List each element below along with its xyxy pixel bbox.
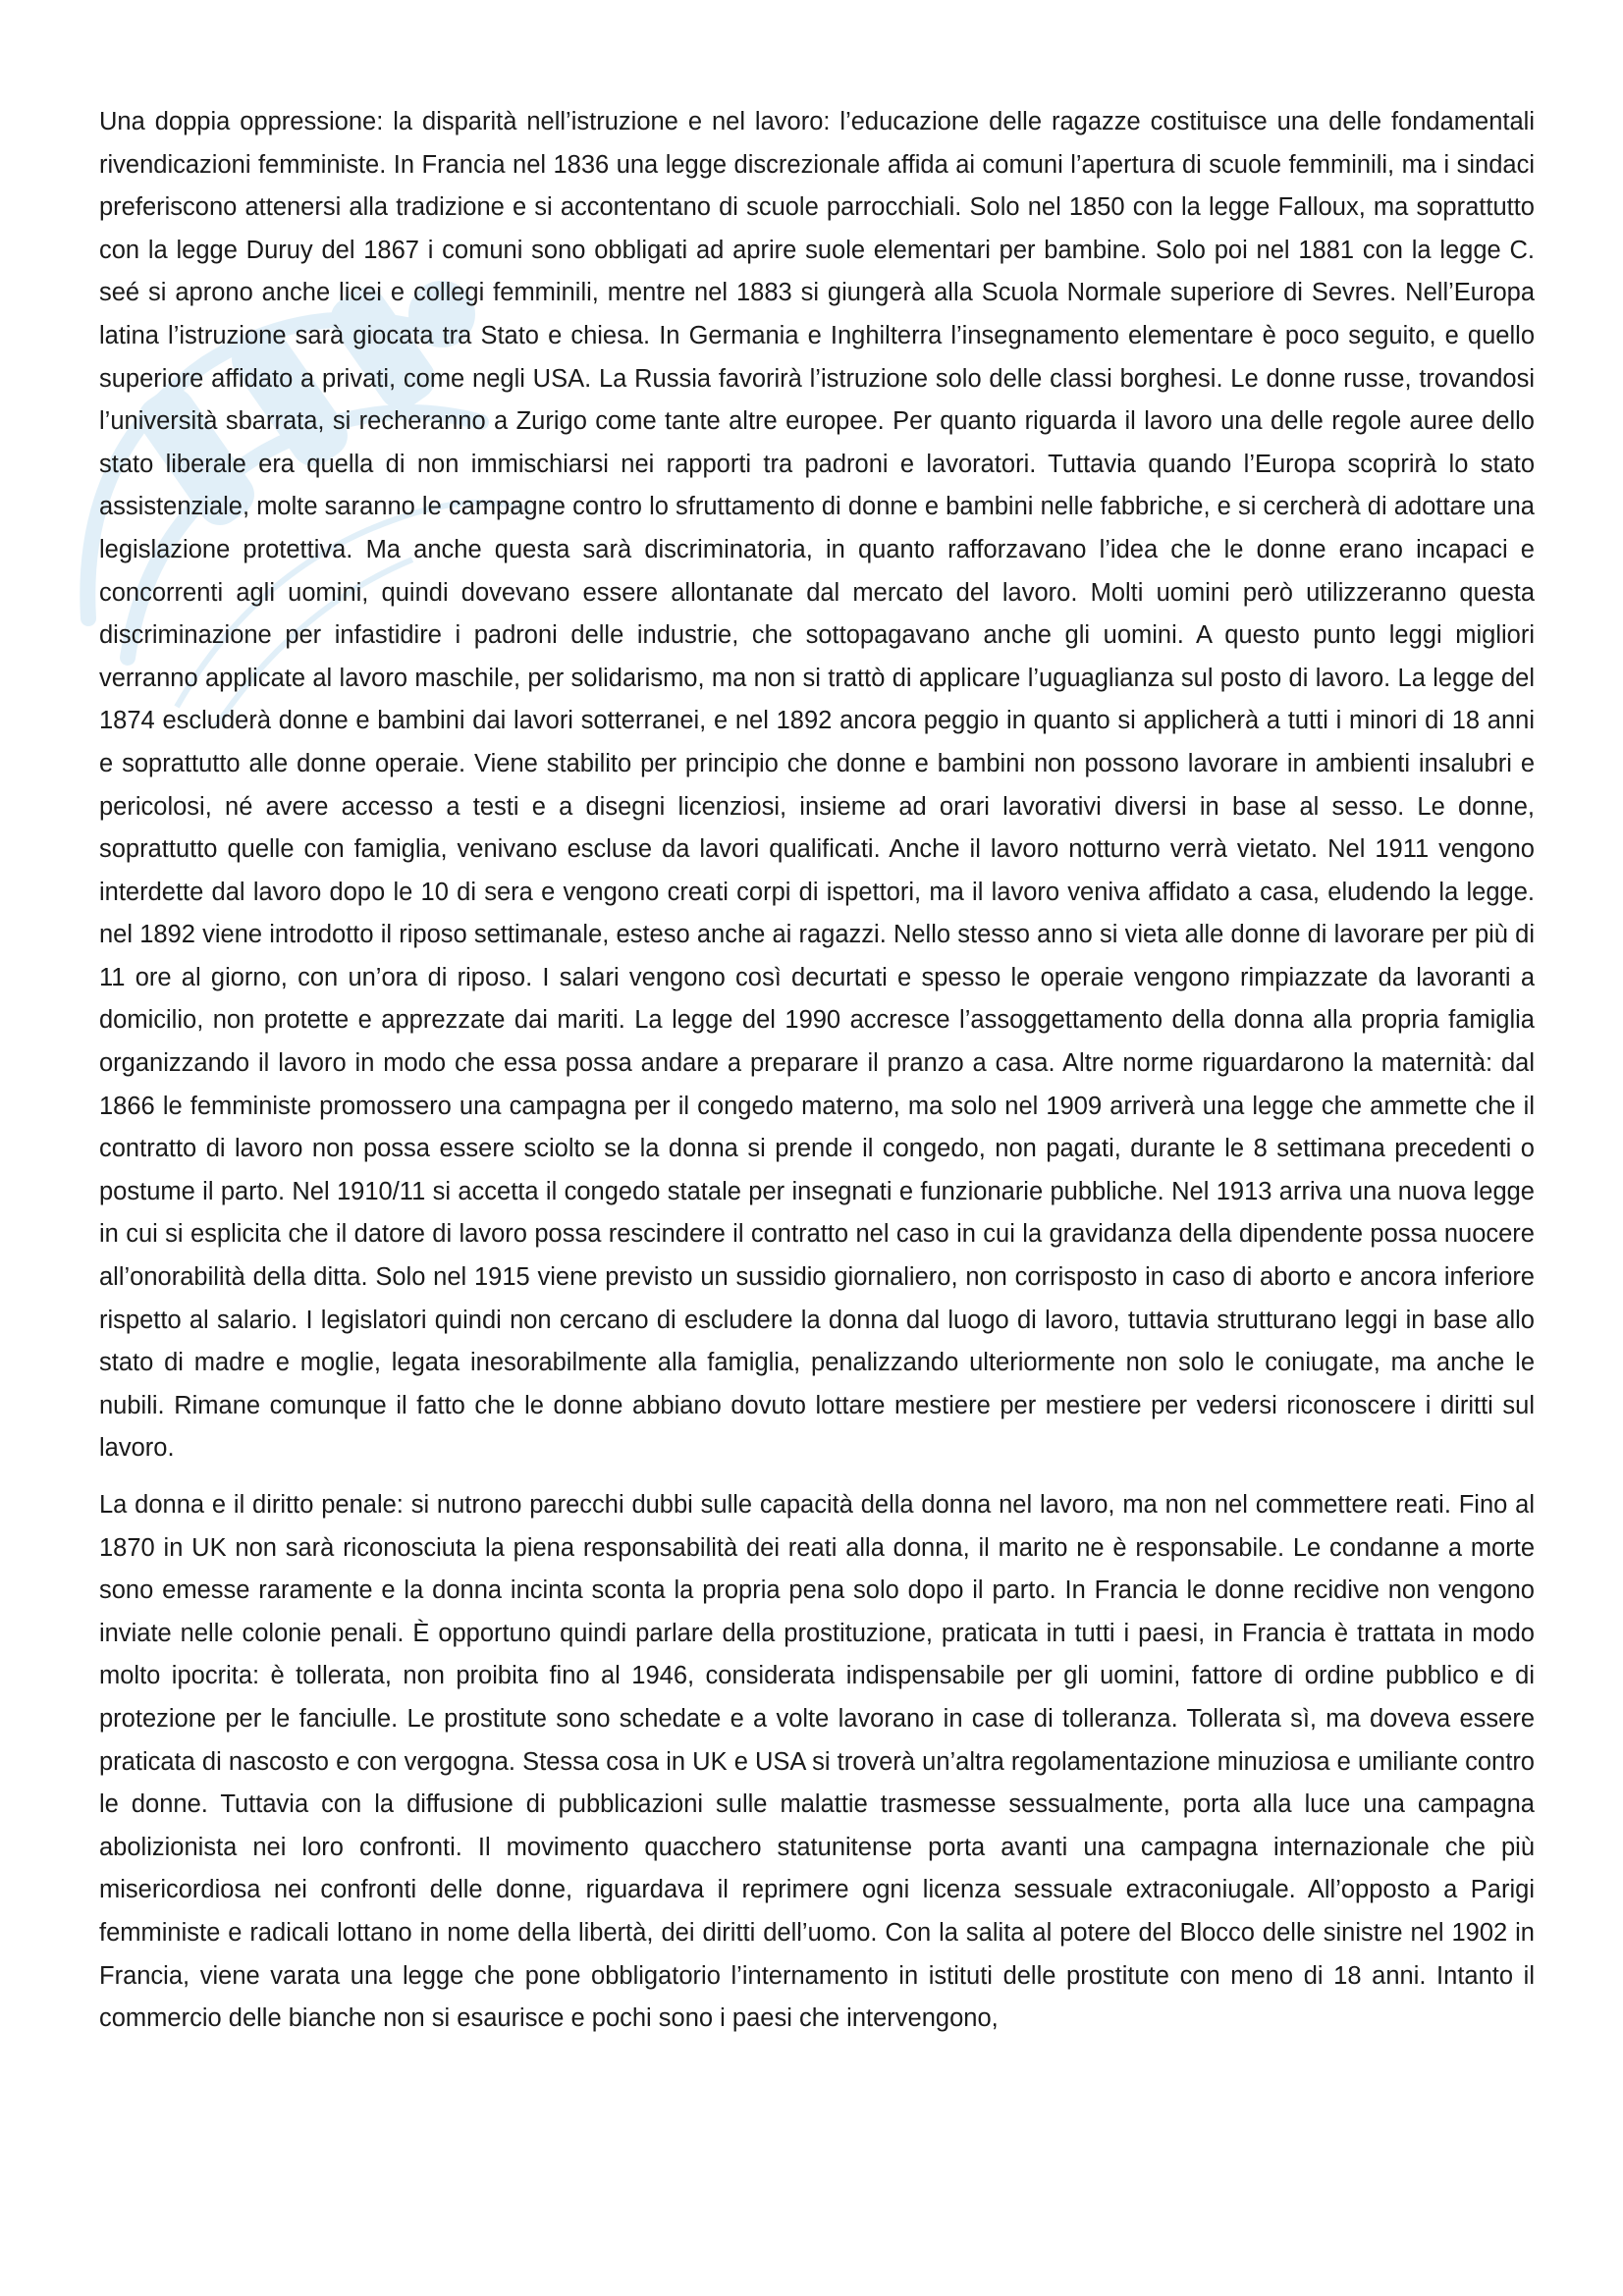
paragraph-diritto-penale: La donna e il diritto penale: si nutrono parecchi dubbi sulle capacità della donna nel lavoro, ma non nel commettere reati. Fino al 1870 in UK non sarà riconosciuta la piena responsabilità dei reati alla donna, il marito ne è responsabile. Le condanne a morte sono emesse raramente e la donna incinta sconta la propria pena solo dopo il parto. In Francia le donne recidive non vengono inviate nelle colonie penali. È opportuno quindi parlare della prostituzione, praticata in tutti i paesi, in Francia è trattata in modo molto ipocrita: è tollerata, non proibita fino al 1946, considerata indispensabile per gli uomini, fattore di ordine pubblico e di protezione per le fanciulle. Le prostitute sono schedate e a volte lavorano in case di tolleranza. Tollerata sì, ma doveva essere praticata di nascosto e con vergogna. Stessa cosa in UK e USA si troverà un’altra regolamentazione minuziosa e umiliante contro le donne. Tuttavia con la diffusione di pubblicazioni sulle malattie trasmesse sessualmente, porta alla luce una campagna abolizionista nei loro confronti. Il movimento quacchero statunitense porta avanti una campagna internazionale che più misericordiosa nei confronti delle donne, riguardava il reprimere ogni licenza sessuale extraconiugale. All’opposto a Parigi femministe e radicali lottano in nome della libertà, dei diritti dell’uomo. Con la salita al potere del Blocco delle sinistre nel 1902 in Francia, viene varata una legge che pone obbligatorio l’internamento in istituti delle prostitute con meno di 18 anni. Intanto il commercio delle bianche non si esaurisce e pochi sono i paesi che intervengono, [99,1491,1535,2033]
document-body [99,101,1535,2055]
paragraph-istruzione-lavoro: Una doppia oppressione: la disparità nell’istruzione e nel lavoro: l’educazione delle ragazze costituisce una delle fondamentali rivendicazioni femministe. In Francia nel 1836 una legge discrezionale affida ai comuni l’apertura di scuole femminili, ma i sindaci preferiscono attenersi alla tradizione e si accontentano di scuole parrocchiali. Solo nel 1850 con la legge Falloux, ma soprattutto con la legge Duruy del 1867 i comuni sono obbligati ad aprire suole elementari per bambine. Solo poi nel 1881 con la legge C. seé si aprono anche licei e collegi femminili, mentre nel 1883 si giungerà alla Scuola Normale superiore di Sevres. Nell’Europa latina l’istruzione sarà giocata tra Stato e chiesa. In Germania e Inghilterra l’insegnamento elementare è poco seguito, e quello superiore affidato a privati, come negli USA. La Russia favorirà l’istruzione solo delle classi borghesi. Le donne russe, trovandosi l’università sbarrata, si recheranno a Zurigo come tante altre europee. Per quanto riguarda il lavoro una delle regole auree dello stato liberale era quella di non immischiarsi nei rapporti tra padroni e lavoratori. Tuttavia quando l’Europa scoprirà lo stato assistenziale, molte saranno le campagne contro lo sfruttamento di donne e bambini nelle fabbriche, e si cercherà di adottare una legislazione protettiva. Ma anche questa sarà discriminatoria, in quanto rafforzavano l’idea che le donne erano incapaci e concorrenti agli uomini, quindi dovevano essere allontanate dal mercato del lavoro. Molti uomini però utilizzeranno questa discriminazione per infastidire i padroni delle industrie, che sottopagavano anche gli uomini. A questo punto leggi migliori verranno applicate al lavoro maschile, per solidarismo, ma non si trattò di applicare l’uguaglianza sul posto di lavoro. La legge del 1874 escluderà donne e bambini dai lavori sotterranei, e nel 1892 ancora peggio in quanto si applicherà a tutti i minori di 18 anni e soprattutto alle donne operaie. Viene stabilito per principio che donne e bambini non possono lavorare in ambienti insalubri e pericolosi, né avere accesso a testi e a disegni licenziosi, insieme ad orari lavorativi diversi in base al sesso. Le donne, soprattutto quelle con famiglia, venivano escluse da lavori qualificati. Anche il lavoro notturno verrà vietato. Nel 1911 vengono interdette dal lavoro dopo le 10 di sera e vengono creati corpi di ispettori, ma il lavoro veniva affidato a casa, eludendo la legge. nel 1892 viene introdotto il riposo settimanale, esteso anche ai ragazzi. Nello stesso anno si vieta alle donne di lavorare per più di 11 ore al giorno, con un’ora di riposo. I salari vengono così decurtati e spesso le operaie vengono rimpiazzate da lavoranti a domicilio, non protette e apprezzate dai mariti. La legge del 1990 accresce l’assoggettamento della donna alla propria famiglia organizzando il lavoro in modo che essa possa andare a preparare il pranzo a casa. Altre norme riguardarono la maternità: dal 1866 le femministe promossero una campagna per il congedo materno, ma solo nel 1909 arriverà una legge che ammette che il contratto di lavoro non possa essere sciolto se la donna si prende il congedo, non pagati, durante le 8 settimana precedenti o postume il parto. Nel 1910/11 si accetta il congedo statale per insegnati e funzionarie pubbliche. Nel 1913 arriva una nuova legge in cui si esplicita che il datore di lavoro possa rescindere il contratto nel caso in cui la gravidanza della dipendente possa nuocere all’onorabilità della ditta. Solo nel 1915 viene previsto un sussidio giornaliero, non corrisposto in caso di aborto e ancora inferiore rispetto al salario. I legislatori quindi non cercano di escludere la donna dal luogo di lavoro, tuttavia strutturano leggi in base allo stato di madre e moglie, legata inesorabilmente alla famiglia, penalizzando ulteriormente non solo le coniugate, ma anche le nubili. Rimane comunque il fatto che le donne abbiano dovuto lottare mestiere per mestiere per vedersi riconoscere i diritti sul lavoro. [99,108,1535,1463]
